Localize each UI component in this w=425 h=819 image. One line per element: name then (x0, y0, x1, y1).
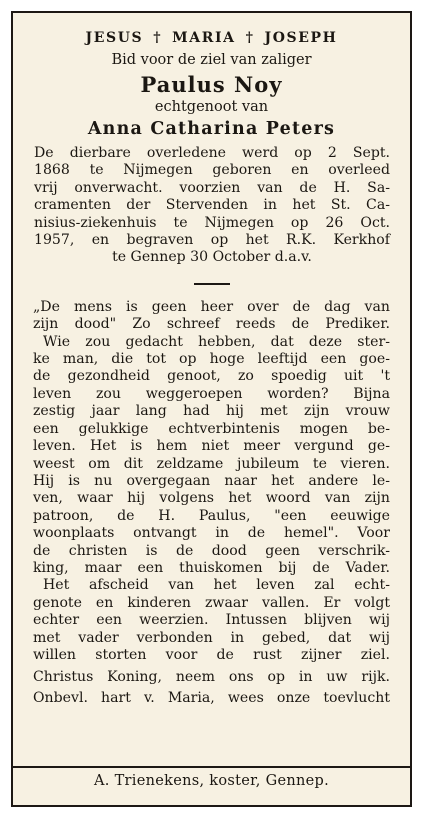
biography-line: De dierbare overledene werd op 2 Sept. (34, 145, 390, 161)
text-line: woonplaats ontvangt in de hemel". Voor (33, 525, 390, 542)
text-line: ven, waar hij volgens het woord van zijn (33, 490, 390, 507)
prayer-request: Bid voor de ziel van zaliger (111, 52, 312, 68)
text-line: Het afscheid van het leven zal echt- (43, 577, 390, 594)
biography-line: 1868 te Nijmegen geboren en overleed (34, 162, 390, 179)
text-line: de christen is de dood geen verschrik- (33, 542, 390, 559)
card-header (13, 13, 410, 139)
biography-line: te Gennep 30 October d.a.v. (112, 249, 312, 266)
prayer-line: Onbevl. hart v. Maria, wees onze toevlucht (33, 690, 390, 707)
text-line: met vader verbonden in gebed, dat wij (33, 629, 390, 646)
cross-icon: † (245, 30, 255, 46)
text-line: een gelukkige echtverbintenis mogen be- (33, 420, 390, 437)
text-line: ke man, die tot op hoge leeftijd een goe- (33, 351, 390, 368)
section-divider (194, 283, 230, 285)
deceased-name: Paulus Noy (140, 72, 283, 97)
text-line: leven zou weggeroepen worden? Bijna (33, 385, 390, 402)
printer-credit: A. Trienekens, koster, Gennep. (93, 773, 330, 789)
text-line: de gezondheid genoot, zo spoedig uit 't (33, 368, 390, 385)
text-line: willen storten voor de rust zijner ziel. (33, 646, 390, 663)
closing-prayers (33, 667, 390, 709)
text-line: king, maar een thuiskomen bij de Vader. (33, 559, 390, 576)
memorial-text (33, 299, 390, 665)
text-line: leven. Het is hem niet meer vergund ge- (33, 438, 390, 455)
cross-icon: † (153, 30, 163, 46)
text-line: weest om dit zeldzame jubileum te vieren. (33, 455, 390, 472)
text-line: zestig jaar lang had hij met zijn vrouw (33, 403, 390, 420)
text-line: Hij is nu overgegaan naar het andere le- (33, 472, 390, 489)
invocation (13, 30, 410, 46)
text-line: „De mens is geen heer over de dag van (33, 298, 390, 315)
biography (34, 145, 390, 267)
invocation-jesus: JESUS (85, 30, 144, 46)
memorial-card (11, 11, 412, 807)
prayer-line: Christus Koning, neem ons op in uw rijk. (33, 669, 390, 686)
text-line: zijn dood" Zo schreef reeds de Prediker. (33, 316, 390, 333)
biography-line: cramenten der Stervenden in het St. Ca- (34, 197, 390, 214)
biography-line: 1957, en begraven op het R.K. Kerkhof (34, 232, 390, 249)
invocation-joseph: JOSEPH (264, 30, 338, 46)
footer-rule (13, 766, 410, 768)
text-line: Wie zou gedacht hebben, dat deze ster- (43, 333, 390, 350)
text-line: patroon, de H. Paulus, "een eeuwige (33, 507, 390, 524)
spouse-name: Anna Catharina Peters (87, 119, 336, 139)
biography-line: nisius-ziekenhuis te Nijmegen op 26 Oct. (34, 214, 390, 231)
biography-line: vrij onverwacht. voorzien van de H. Sa- (34, 179, 390, 196)
spouse-label: echtgenoot van (154, 99, 269, 115)
text-line: genote en kinderen zwaar vallen. Er volgt (33, 594, 390, 611)
invocation-maria: MARIA (172, 30, 236, 46)
text-line: echter een weerzien. Intussen blijven wij (33, 612, 390, 629)
